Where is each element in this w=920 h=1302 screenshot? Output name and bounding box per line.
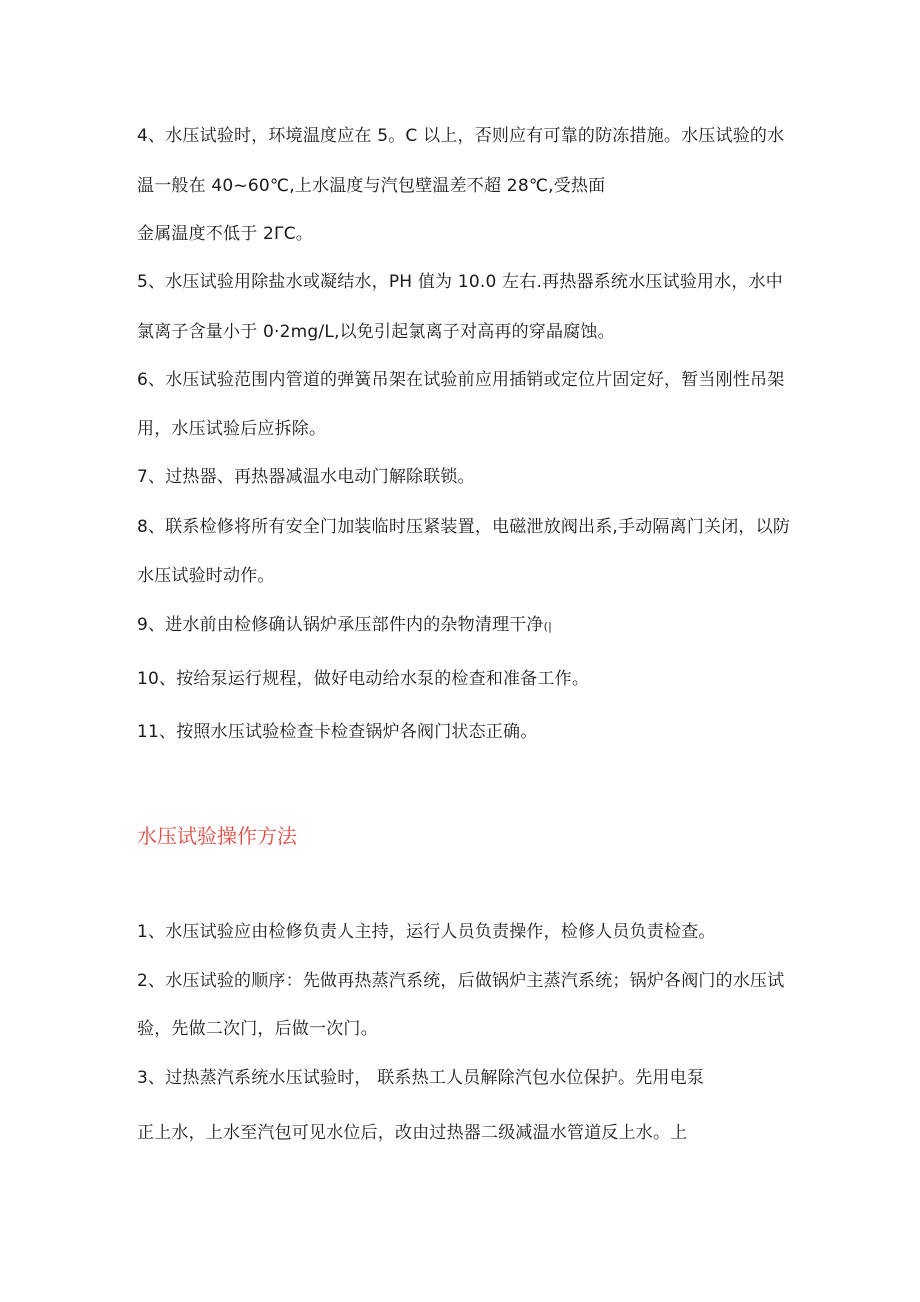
paragraph-line: 正上水，上水至汽包可见水位后，改由过热器二级减温水管道反上水。上 — [137, 1123, 688, 1143]
paragraph-line: 温一般在 40~60℃,上水温度与汽包壁温差不超 28℃,受热面 — [137, 176, 606, 196]
paragraph-line-text: 9、进水前由检修确认锅炉承压部件内的杂物清理干净 — [137, 615, 544, 635]
paragraph-line: 水压试验时动作。 — [137, 566, 275, 586]
paragraph-line: 氯离子含量小于 0·2mg/L,以免引起氯离子对高再的穿晶腐蚀。 — [137, 322, 615, 342]
paragraph-line: 3、过热蒸汽系统水压试验时， 联系热工人员解除汽包水位保护。先用电泵 — [137, 1068, 705, 1088]
paragraph-line: 11、按照水压试验检查卡检查锅炉各阀门状态正确。 — [137, 722, 538, 742]
paragraph-line: 金属温度不低于 2ΓC。 — [137, 224, 313, 244]
paragraph-line-suffix: (| — [543, 620, 553, 633]
paragraph-line: 4、水压试验时，环境温度应在 5。C 以上，否则应有可靠的防冻措施。水压试验的水 — [137, 126, 785, 146]
paragraph-line: 2、水压试验的顺序：先做再热蒸汽系统，后做锅炉主蒸汽系统；锅炉各阀门的水压试 — [137, 971, 785, 991]
paragraph-line: 6、水压试验范围内管道的弹簧吊架在试验前应用插销或定位片固定好，暂当刚性吊架 — [137, 370, 785, 390]
section-heading: 水压试验操作方法 — [137, 824, 297, 848]
paragraph-line: 10、按给泵运行规程，做好电动给水泵的检查和准备工作。 — [137, 669, 590, 689]
paragraph-line: 8、联系检修将所有安全门加装临时压紧装置，电磁泄放阀出系,手动隔离门关闭，以防 — [137, 517, 791, 537]
paragraph-line: 用，水压试验后应拆除。 — [137, 419, 327, 439]
paragraph-line: 5、水压试验用除盐水或凝结水，PH 值为 10.0 左右.再热器系统水压试验用水，水中 — [137, 272, 783, 292]
paragraph-line: 1、水压试验应由检修负责人主持，运行人员负责操作，检修人员负责检查。 — [137, 922, 716, 942]
paragraph-line: 7、过热器、再热器减温水电动门解除联锁。 — [137, 467, 475, 487]
paragraph-line: 验，先做二次门，后做一次门。 — [137, 1019, 378, 1039]
paragraph-line-9 — [137, 613, 552, 639]
